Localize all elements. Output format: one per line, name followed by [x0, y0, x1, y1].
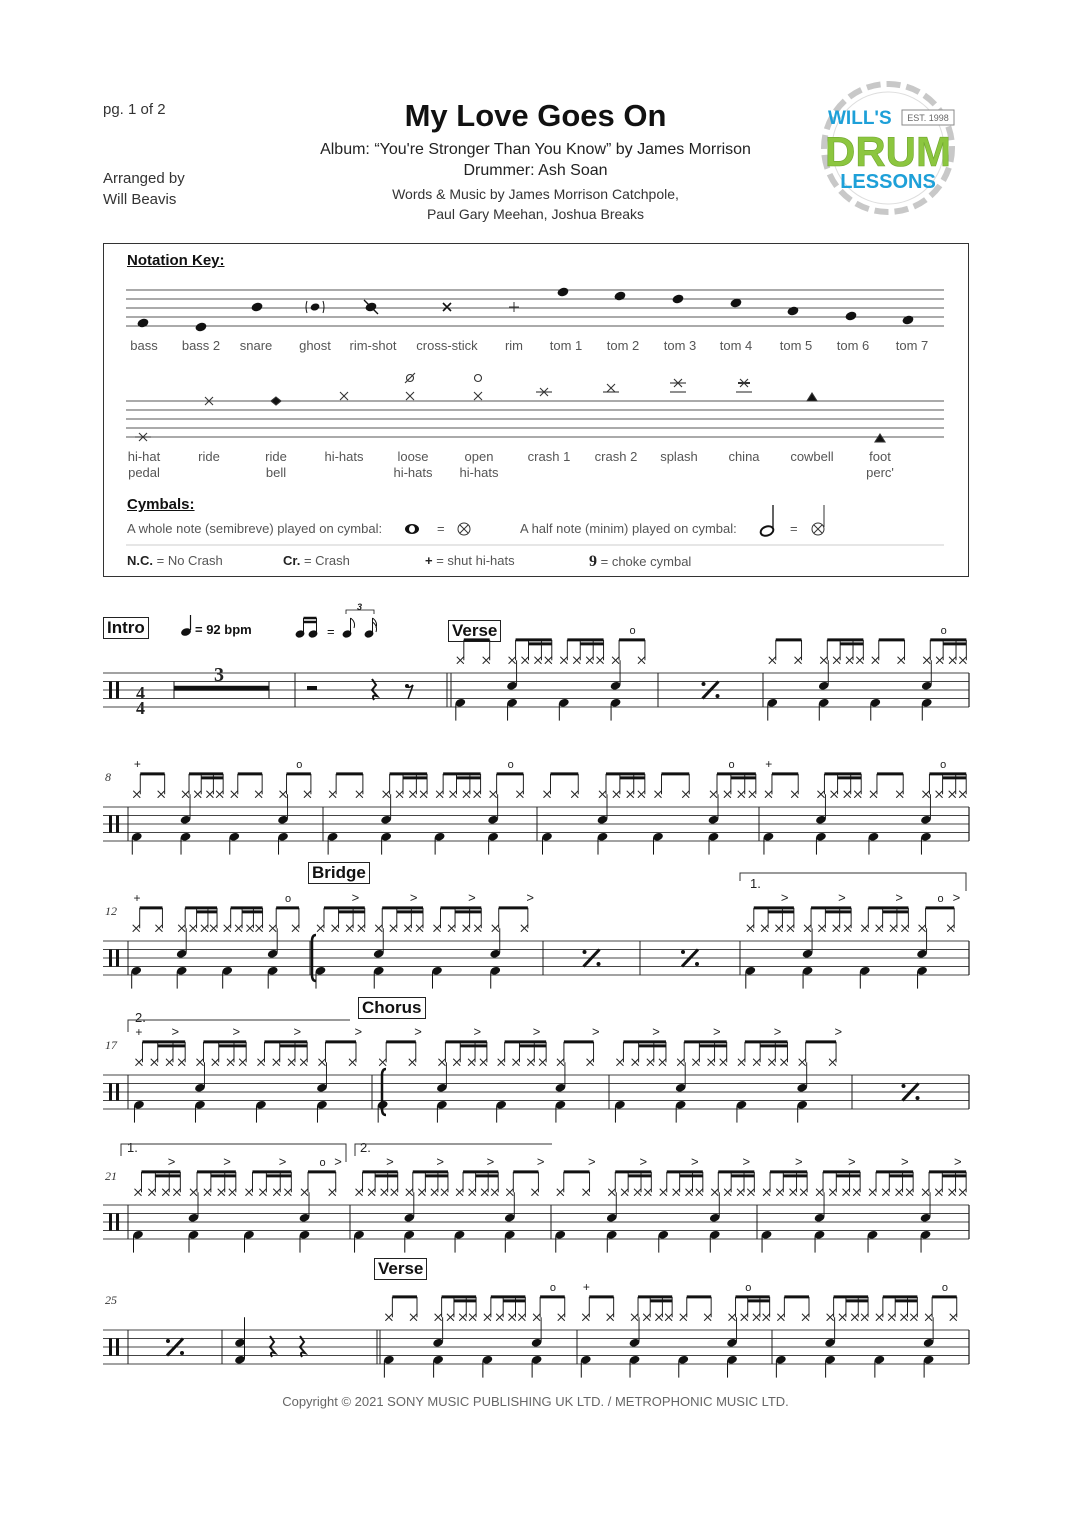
arranger-name: Will Beavis — [103, 191, 177, 208]
key-label-ghost: ghost — [299, 338, 331, 353]
tempo-text: = 92 bpm — [195, 622, 252, 637]
volta-bracket — [355, 1144, 552, 1156]
key-label-china: china — [728, 449, 760, 464]
open-hi-hat-mark: o — [629, 624, 636, 637]
key-label-rim-shot: rim-shot — [349, 338, 397, 353]
accent-mark: > — [838, 889, 846, 905]
ending-2-row5: 2. — [360, 1140, 371, 1155]
half-note-equals: = — [790, 521, 798, 536]
key-label-tom-5: tom 5 — [779, 338, 813, 353]
accent-mark: > — [592, 1023, 600, 1039]
whole-note-equals: = — [437, 521, 445, 536]
accent-mark: > — [526, 889, 534, 905]
percussion-clef — [109, 816, 112, 833]
open-hi-hat-mark: o — [319, 1156, 326, 1169]
open-hi-hat-mark: o — [745, 1281, 752, 1294]
ending-2-row4: 2. — [135, 1010, 146, 1025]
key-label-snare: snare — [239, 338, 273, 353]
whole-note-text: A whole note (semibreve) played on cymbal: — [127, 521, 383, 536]
accent-mark: > — [354, 1023, 363, 1039]
multirest-count: 3 — [214, 664, 224, 686]
accent-mark: > — [468, 889, 476, 905]
accent-mark: > — [713, 1023, 721, 1039]
key-label-bass: bass — [130, 338, 158, 353]
accent-mark: > — [639, 1153, 648, 1169]
shut-hi-hat-mark: + — [133, 756, 141, 771]
key-label-tom-2: tom 2 — [606, 338, 640, 353]
accent-mark: > — [773, 1023, 782, 1039]
accent-mark: > — [780, 889, 789, 905]
half-rest — [307, 686, 317, 690]
key-label-ride: ride — [198, 449, 220, 464]
staff-system — [103, 1205, 969, 1239]
measure-number-8: 8 — [105, 770, 111, 784]
logo-drum-text: DRUM — [825, 128, 951, 175]
key-label-tom-3: tom 3 — [663, 338, 697, 353]
accent-mark: > — [409, 889, 418, 905]
album-line: Album: “You're Stronger Than You Know” by James Morrison — [320, 141, 751, 158]
key-label-loose-hi-hats: loose hi-hats — [393, 449, 433, 480]
accent-mark: > — [293, 1023, 302, 1039]
accent-mark: > — [167, 1153, 176, 1169]
key-label-tom-1: tom 1 — [549, 338, 583, 353]
accent-mark: > — [414, 1023, 422, 1039]
open-hi-hat-mark: o — [296, 758, 303, 771]
accent-mark: > — [171, 1023, 180, 1039]
accent-mark: > — [588, 1153, 596, 1169]
open-hi-hat-mark: o — [941, 1281, 949, 1294]
open-hi-hat-mark: o — [507, 758, 514, 771]
open-hi-hat-mark: o — [937, 892, 944, 905]
accent-mark: > — [895, 889, 904, 905]
accent-mark: > — [532, 1023, 541, 1039]
arranged-by-label: Arranged by — [103, 170, 185, 187]
shut-hi-hat-mark: + — [582, 1279, 590, 1294]
key-label-tom-4: tom 4 — [719, 338, 753, 353]
key-label-hi-hat-pedal: hi-hat pedal — [127, 449, 161, 480]
accent-mark: > — [952, 889, 961, 905]
key-label-foot-perc: foot perc' — [866, 449, 894, 480]
quarter-rest — [372, 679, 377, 700]
measure-number-21: 21 — [105, 1169, 117, 1183]
accent-mark: > — [351, 889, 360, 905]
percussion-clef — [109, 950, 112, 967]
shut-hi-hat-mark: + — [133, 890, 141, 905]
measure-number-25: 25 — [105, 1293, 117, 1307]
notation-key-heading: Notation Key: — [127, 252, 225, 269]
accent-mark: > — [901, 1153, 909, 1169]
credits-line-1: Words & Music by James Morrison Catchpole, — [392, 186, 679, 202]
swing-equals: = — [327, 624, 335, 639]
measure-number-17: 17 — [105, 1038, 117, 1052]
key-label-rim: rim — [504, 338, 524, 353]
legend-choke-cymbal: 9 = choke cymbal — [589, 553, 692, 570]
section-chorus: Chorus — [358, 997, 426, 1019]
half-note-text: A half note (minim) played on cymbal: — [520, 521, 737, 536]
accent-mark: > — [536, 1153, 545, 1169]
staff-system — [103, 1075, 969, 1109]
volta-bracket — [121, 1144, 346, 1162]
section-verse-2: Verse — [374, 1258, 427, 1280]
section-intro: Intro — [103, 617, 149, 639]
accent-mark: > — [954, 1153, 962, 1169]
open-hi-hat-mark: o — [940, 624, 947, 637]
shut-hi-hat-mark: + — [135, 1024, 143, 1039]
volta-bracket — [740, 873, 966, 891]
accent-mark: > — [834, 1023, 843, 1039]
accent-mark: > — [386, 1153, 394, 1169]
ending-1-row5: 1. — [127, 1140, 138, 1155]
multirest-bar — [174, 686, 269, 691]
song-title: My Love Goes On — [404, 98, 667, 133]
key-label-ride-bell: ride bell — [265, 449, 287, 480]
quarter-rest — [300, 1336, 305, 1357]
accent-mark: > — [232, 1023, 241, 1039]
accent-mark: > — [691, 1153, 699, 1169]
drummer-line: Drummer: Ash Soan — [463, 162, 608, 179]
tuplet-number: 3 — [357, 602, 363, 612]
accent-mark: > — [473, 1023, 482, 1039]
percussion-clef — [109, 1339, 112, 1356]
page-number: pg. 1 of 2 — [103, 101, 166, 118]
shut-hi-hat-mark: + — [765, 756, 773, 771]
accent-mark: > — [436, 1153, 445, 1169]
open-hi-hat-mark: o — [549, 1281, 557, 1294]
key-label-crash-2: crash 2 — [594, 449, 638, 464]
key-label-bass-2: bass 2 — [181, 338, 221, 353]
logo-wills-text: WILL'S — [828, 108, 892, 129]
key-label-splash: splash — [660, 449, 698, 464]
key-label-hi-hats: hi-hats — [324, 449, 364, 464]
key-label-cross-stick: cross-stick — [416, 338, 478, 353]
key-label-open-hi-hats: open hi-hats — [459, 449, 499, 480]
staff-system — [103, 941, 969, 975]
percussion-clef — [109, 682, 112, 699]
open-hi-hat-mark: o — [284, 892, 292, 905]
logo-lessons-text: LESSONS — [840, 171, 936, 193]
legend-no-crash: N.C. = No Crash — [127, 553, 223, 568]
accent-mark: > — [223, 1153, 231, 1169]
accent-mark: > — [795, 1153, 803, 1169]
open-hi-hat-mark: o — [728, 758, 735, 771]
accent-mark: > — [742, 1153, 751, 1169]
credits-line-2: Paul Gary Meehan, Joshua Breaks — [426, 206, 645, 222]
section-verse: Verse — [448, 620, 501, 642]
open-hi-hat-mark: o — [940, 758, 947, 771]
accent-mark: > — [848, 1153, 856, 1169]
time-signature: 4 4 — [136, 683, 145, 718]
key-label-tom-6: tom 6 — [836, 338, 870, 353]
accent-mark: > — [486, 1153, 495, 1169]
cymbals-heading: Cymbals: — [127, 496, 195, 513]
ending-1-row3: 1. — [750, 876, 761, 891]
key-label-tom-7: tom 7 — [895, 338, 929, 353]
logo-est-text: EST. 1998 — [907, 113, 949, 123]
legend-shut-hi-hats: + = shut hi-hats — [425, 553, 515, 568]
quarter-rest — [270, 1336, 275, 1357]
legend-crash: Cr. = Crash — [283, 553, 350, 568]
measure-number-12: 12 — [105, 904, 117, 918]
accent-mark: > — [652, 1023, 660, 1039]
section-bridge: Bridge — [308, 862, 370, 884]
key-label-crash-1: crash 1 — [527, 449, 571, 464]
key-label-cowbell: cowbell — [790, 449, 834, 464]
percussion-clef — [109, 1214, 112, 1231]
accent-mark: > — [334, 1153, 342, 1169]
copyright-notice: Copyright © 2021 SONY MUSIC PUBLISHING UK LTD. / METROPHONIC MUSIC LTD. — [282, 1394, 789, 1409]
percussion-clef — [109, 1084, 112, 1101]
accent-mark: > — [278, 1153, 287, 1169]
